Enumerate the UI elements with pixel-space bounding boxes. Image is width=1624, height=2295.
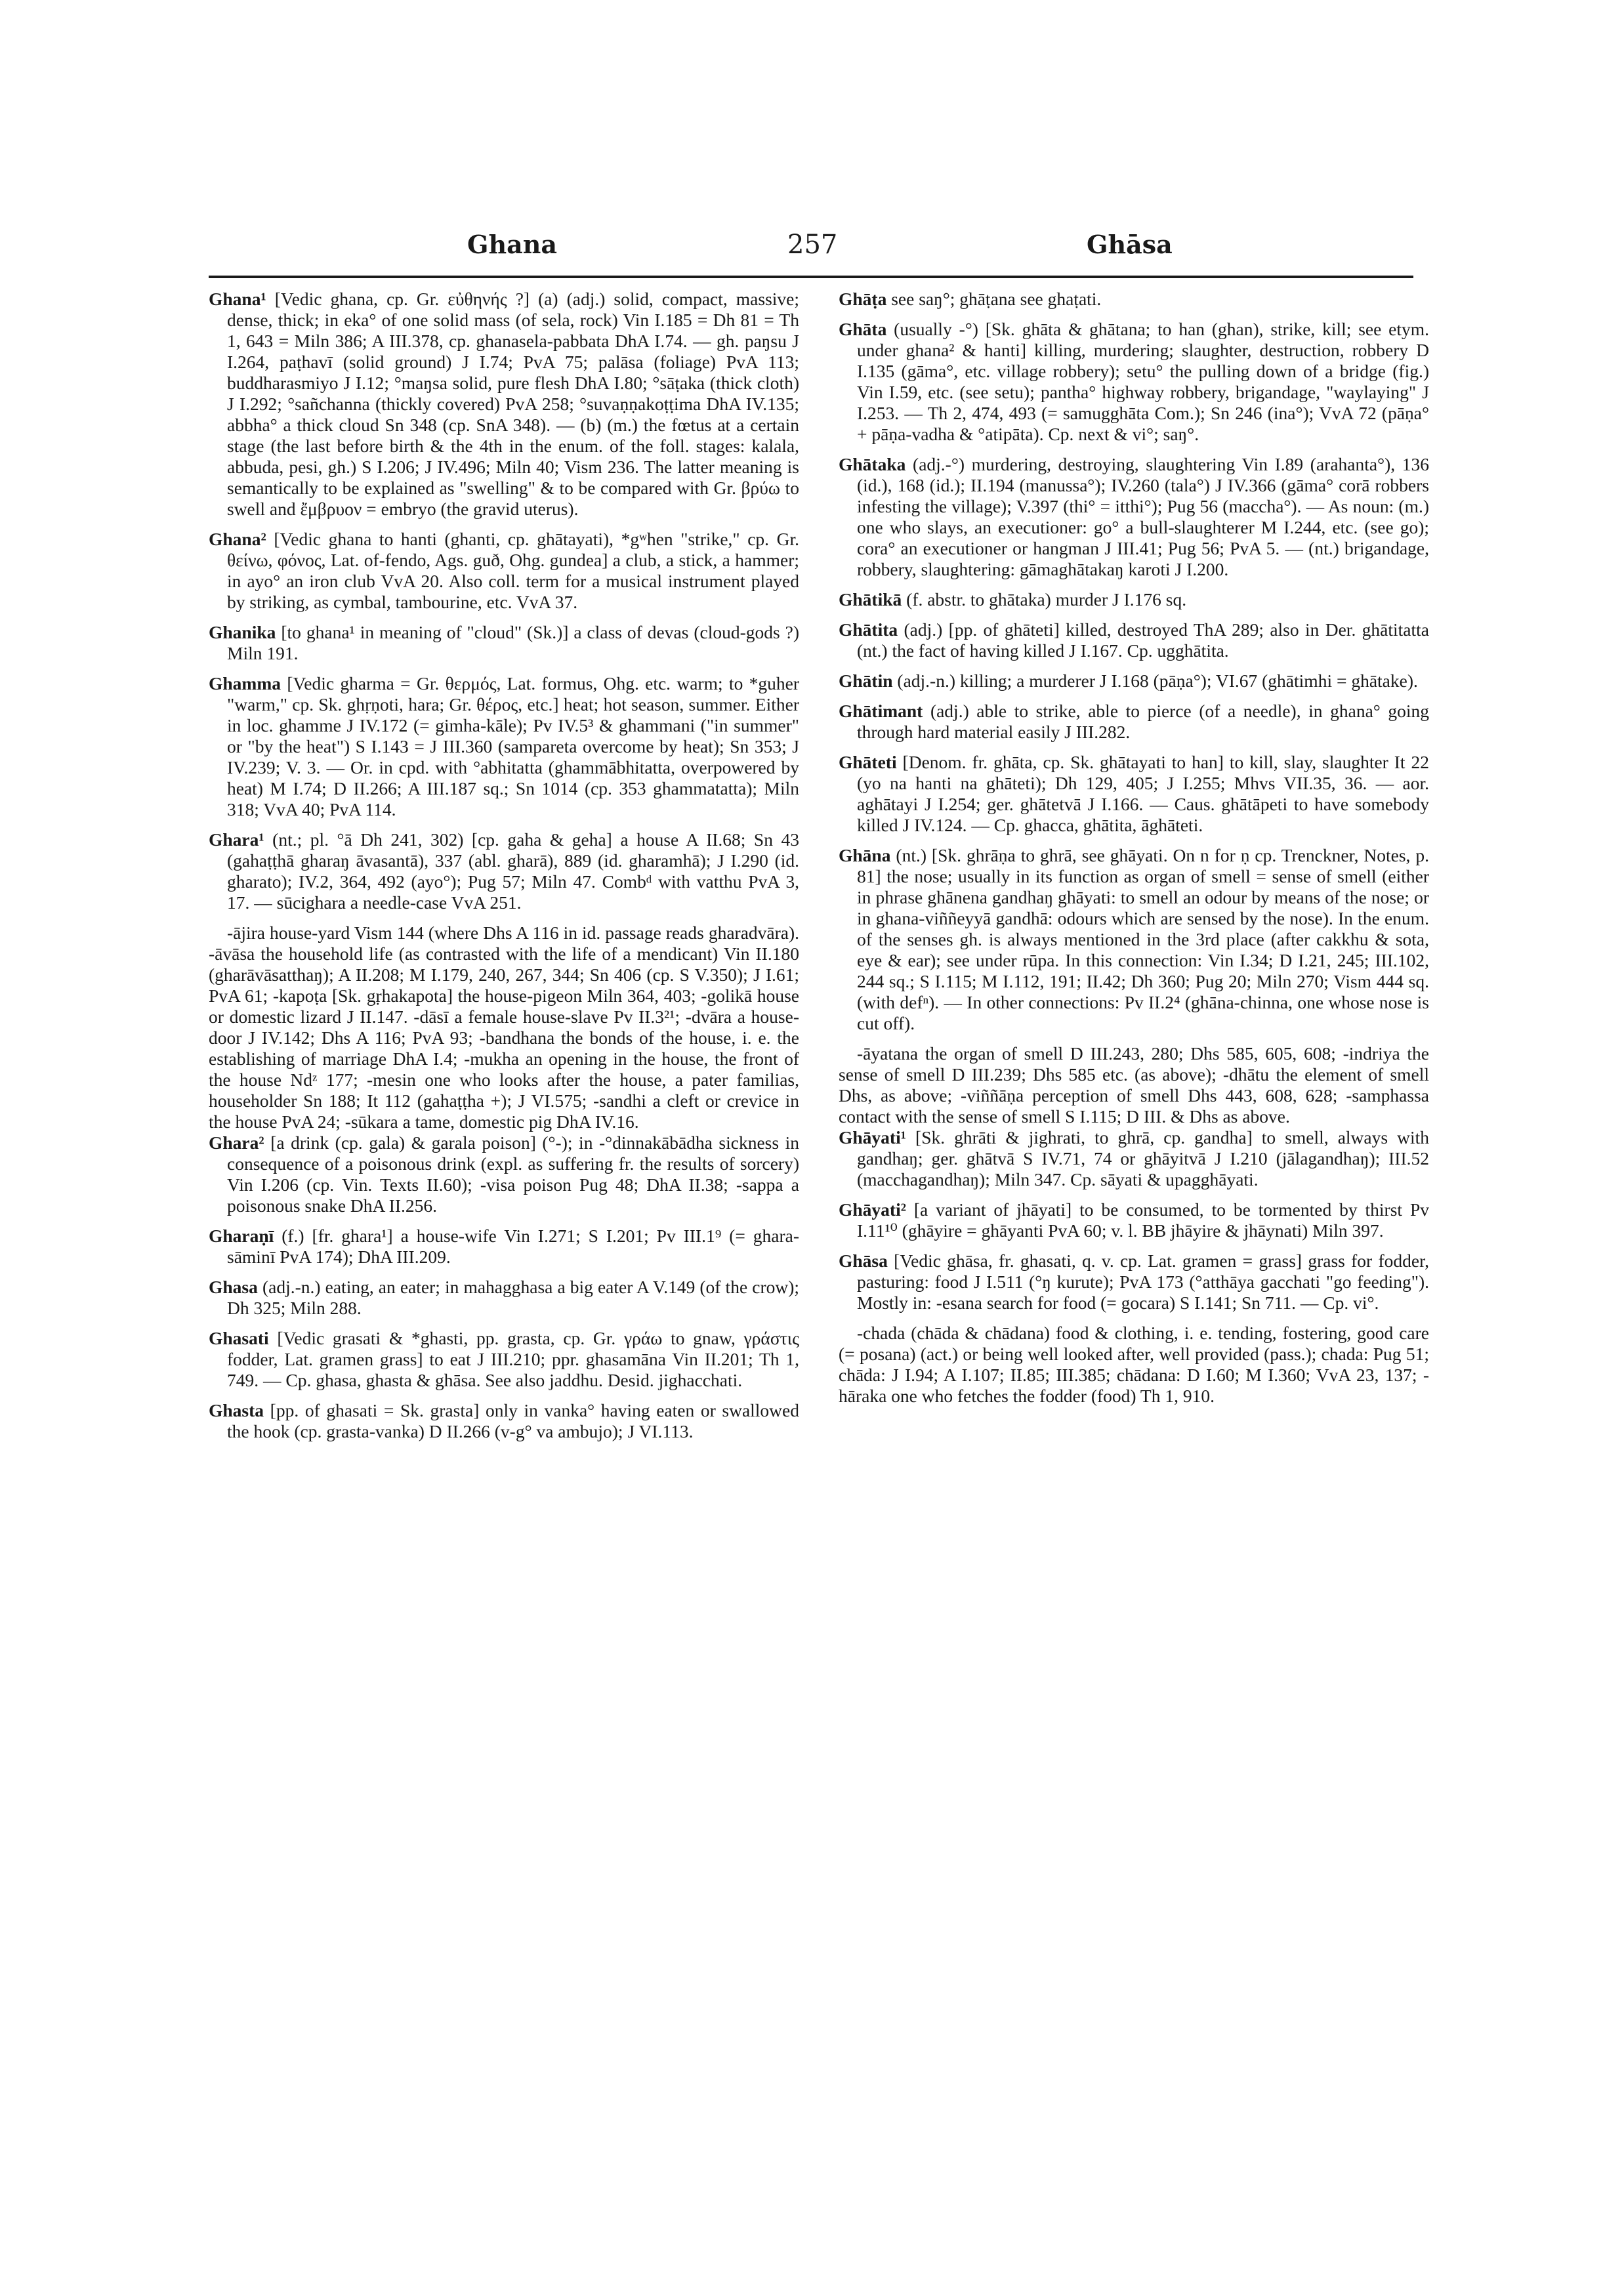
dictionary-entry bbox=[209, 673, 799, 820]
entry-headword: Ghara¹ bbox=[209, 829, 264, 850]
entry-definition: [a drink (cp. gala) & garala poison] (°-); in -°dinnakābādha sickness in consequence of a poisonous drink (expl. as suffering fr. the results of sorcery) Vin I.206 (cp. Vin. Texts II.60); -visa poison Pug 48; DhA II.38; -sappa a poisonous snake DhA II.256. bbox=[227, 1132, 799, 1216]
dictionary-entry bbox=[209, 1277, 799, 1319]
entry-headword: Ghātimant bbox=[839, 701, 923, 721]
entry-headword: Ghātikā bbox=[839, 589, 902, 610]
entry-definition: [Vedic ghāsa, fr. ghasati, q. v. cp. Lat. gramen = grass] grass for fodder, pasturing: food J I.511 (°ŋ kurute); PvA 173 (°atthāya gacchati "go feeding"). Mostly in: -esana search for food (= gocara) S I.141; Sn 711. — Cp. vi°. bbox=[857, 1251, 1430, 1313]
entry-headword: Ghasa bbox=[209, 1277, 258, 1297]
entry-compounds: -āyatana the organ of smell D III.243, 280; Dhs 585, 605, 608; -indriya the sense of smell D III.239; Dhs 585 etc. (as above); -dhātu the element of smell Dhs, as above; -viññāṇa perception of smell Dhs 443, 608, 628; -samphassa contact with the sense of smell S I.115; D III. & Dhs as above. bbox=[839, 1043, 1429, 1127]
entry-headword: Ghāyati² bbox=[839, 1199, 906, 1220]
entry-definition: [Vedic ghana, cp. Gr. εὐθηνής ?] (a) (adj.) solid, compact, massive; dense, thick; in eka° of one solid mass (of sela, rock) Vin I.185 = Dh 81 = Th 1, 643 = Miln 386; A III.378, cp. ghanasela-pabbata DhA I.74. — gh. paŋsu J I.264, paṭhavī (solid ground) J I.74; PvA 75; palāsa (foliage) PvA 113; buddharasmiyo J I.12; °maŋsa solid, pure flesh DhA I.80; °sāṭaka (thick cloth) J I.292; °sañchanna (thickly covered) PvA 258; °suvaṇṇakoṭṭima DhA IV.135; abbha° a thick cloud Sn 348 (cp. SnA 348). — (b) (m.) the fœtus at a certain stage (the last before birth & the 4th in the enum. of the foll. stages: kalala, abbuda, pesi, gh.) S I.206; J IV.496; Miln 40; Vism 236. The latter meaning is semantically to be explained as "swelling" & to be compared with Gr. βρύω to swell and ἔμβρυον = embryo (the gravid uterus). bbox=[227, 289, 800, 519]
dictionary-entry bbox=[839, 289, 1429, 310]
dictionary-entry bbox=[839, 1127, 1429, 1190]
entry-definition: [to ghana¹ in meaning of "cloud" (Sk.)] a class of devas (cloud-gods ?) Miln 191. bbox=[227, 622, 800, 663]
page-number: 257 bbox=[787, 230, 838, 260]
entry-headword: Ghātaka bbox=[839, 454, 906, 474]
dictionary-entry bbox=[209, 1328, 799, 1391]
dictionary-entry bbox=[839, 454, 1429, 580]
entry-definition: see saŋ°; ghāṭana see ghaṭati. bbox=[891, 289, 1102, 309]
entry-definition: [Vedic ghana to hanti (ghanti, cp. ghātayati), *gʷhen "strike," cp. Gr. θείνω, φόνος, Lat. of-fendo, Ags. guð, Ohg. gundea] a club, a stick, a hammer; in ayo° an iron club VvA 20. Also coll. term for a musical instrument played by striking, as cymbal, tambourine, etc. VvA 37. bbox=[227, 529, 800, 612]
entry-definition: (nt.) [Sk. ghrāṇa to ghrā, see ghāyati. On n for ṇ cp. Trenckner, Notes, p. 81] the nose; usually in its function as organ of smell = sense of smell (either in phrase ghānena gandhaŋ ghāyati: to smell an odour by means of the nose; or in ghana-viññeyyā gandhā: odours which are sensed by the nose). In the enum. of the senses gh. is always mentioned in the 3rd place (after cakkhu & sota, eye & ear); see under rūpa. In this connection: Vin I.34; D I.21, 245; III.102, 244 sq.; S I.115; M I.112, 191; II.42; Dh 360; Pug 20; Miln 270; Vism 444 sq. (with defⁿ). — In other connections: Pv II.2⁴ (ghāna-chinna, one whose nose is cut off). bbox=[857, 845, 1429, 1033]
entry-definition: [pp. of ghasati = Sk. grasta] only in vanka° having eaten or swallowed the hook (cp. grasta-vanka) D II.266 (v-g° va ambujo); J VI.113. bbox=[227, 1400, 799, 1441]
entry-headword: Ghātin bbox=[839, 671, 893, 691]
entry-headword: Ghasta bbox=[209, 1400, 264, 1420]
entry-definition: (adj.-n.) killing; a murderer J I.168 (pāṇa°); VI.67 (ghātimhi = ghātake). bbox=[897, 671, 1418, 691]
entry-definition: [Vedic grasati & *ghasti, pp. grasta, cp. Gr. γράω to gnaw, γράστις fodder, Lat. gramen grass] to eat J III.210; ppr. ghasamāna Vin II.201; Th 1, 749. — Cp. ghasa, ghasta & ghāsa. See also jaddhu. Desid. jighacchati. bbox=[227, 1328, 799, 1390]
entry-definition: (adj.-°) murdering, destroying, slaughtering Vin I.89 (arahanta°), 136 (id.), 168 (id.); II.194 (manussa°); IV.260 (tala°) J IV.366 (gāma° corā robbers infesting the village); V.397 (thi° = itthi°); Pug 56 (maccha°). — As noun: (m.) one who slays, an executioner: go° a bull-slaughterer M I.244, etc. (see go); cora° an executioner or hangman J III.41; Pug 56; PvA 5. — (nt.) brigandage, robbery, slaughtering: gāmaghātakaŋ karoti J I.200. bbox=[857, 454, 1429, 579]
running-head-left: Ghana bbox=[467, 230, 557, 259]
dictionary-entry bbox=[839, 319, 1429, 445]
entry-definition: (adj.-n.) eating, an eater; in mahagghasa a big eater A V.149 (of the crow); Dh 325; Miln 288. bbox=[227, 1277, 800, 1318]
entry-headword: Ghana² bbox=[209, 529, 266, 549]
dictionary-entry bbox=[839, 752, 1429, 836]
entry-headword: Ghātita bbox=[839, 619, 898, 640]
entry-definition: (nt.; pl. °ā Dh 241, 302) [cp. gaha & geha] a house A II.68; Sn 43 (gahaṭṭhā gharaŋ āvasantā), 337 (abl. gharā), 889 (id. gharamhā); J I.290 (id. gharato); IV.2, 364, 492 (ayo°); Pug 57; Miln 47. Combᵈ with vatthu PvA 3, 17. — sūcighara a needle-case VvA 251. bbox=[227, 829, 799, 913]
entry-headword: Ghāṭa bbox=[839, 289, 887, 309]
entry-definition: (adj.) able to strike, able to pierce (of a needle), in ghana° going through hard material easily J III.282. bbox=[857, 701, 1430, 742]
entry-headword: Ghāyati¹ bbox=[839, 1127, 906, 1148]
right-column bbox=[839, 289, 1429, 1407]
entry-definition: [Denom. fr. ghāta, cp. Sk. ghātayati to han] to kill, slay, slaughter It 22 (yo na hanti na ghāteti); Dh 129, 405; J I.255; Mhvs VII.35, 36. — aor. aghātayi J I.254; ger. ghātetvā J I.166. — Caus. ghātāpeti to have somebody killed J IV.124. — Cp. ghacca, ghātita, āghāteti. bbox=[857, 752, 1429, 835]
entry-definition: [a variant of jhāyati] to be consumed, to be tormented by thirst Pv I.11¹⁰ (ghāyire = ghāyanti PvA 60; v. l. BB jhāyire & jhāynati) Miln 397. bbox=[857, 1199, 1429, 1241]
dictionary-entry bbox=[209, 1400, 799, 1442]
entry-headword: Ghana¹ bbox=[209, 289, 266, 309]
entry-headword: Ghāteti bbox=[839, 752, 897, 772]
dictionary-entry bbox=[839, 671, 1429, 692]
dictionary-entry bbox=[209, 1132, 799, 1216]
running-head-right: Ghāsa bbox=[1087, 230, 1173, 259]
dictionary-entry bbox=[839, 1251, 1429, 1313]
entry-definition: (f.) [fr. ghara¹] a house-wife Vin I.271; S I.201; Pv III.1⁹ (= ghara-sāminī PvA 174); DhA III.209. bbox=[227, 1226, 799, 1267]
entry-definition: (adj.) [pp. of ghāteti] killed, destroyed ThA 289; also in Der. ghātitatta (nt.) the fact of having killed J I.167. Cp. ugghātita. bbox=[857, 619, 1430, 661]
dictionary-entry bbox=[839, 701, 1429, 743]
entry-compounds: -chada (chāda & chādana) food & clothing, i. e. tending, fostering, good care (= posana) (act.) or being well looked after, well provided (pass.); chada: Pug 51; chāda: J I.94; A I.107; II.85; III.385; chādana: D I.60; M I.360; VvA 23, 137; -hāraka one who fetches the fodder (food) Th 1, 910. bbox=[839, 1323, 1429, 1406]
entry-headword: Ghāna bbox=[839, 845, 891, 865]
entry-headword: Ghāta bbox=[839, 319, 887, 339]
dictionary-entry bbox=[209, 622, 799, 664]
entry-headword: Ghāsa bbox=[839, 1251, 888, 1271]
dictionary-entry bbox=[209, 289, 799, 520]
entry-definition: [Sk. ghrāti & jighrati, to ghrā, cp. gandha] to smell, always with gandhaŋ; ger. ghātvā S IV.71, 74 or ghāyitvā J I.210 (jālagandhaŋ); III.52 (macchagandhaŋ); Miln 347. Cp. sāyati & upagghāyati. bbox=[857, 1127, 1429, 1189]
dictionary-entry bbox=[839, 845, 1429, 1034]
entry-headword: Ghasati bbox=[209, 1328, 269, 1348]
entry-headword: Ghanika bbox=[209, 622, 276, 642]
entry-compounds: -ājira house-yard Vism 144 (where Dhs A 116 in id. passage reads gharadvāra). -āvāsa the household life (as contrasted with the life of a mendicant) Vin II.180 (gharāvāsatthaŋ); A II.208; M I.179, 240, 267, 344; Sn 406 (cp. S V.350); J I.61; PvA 61; -kapoṭa [Sk. gṛhakapota] the house-pigeon Miln 364, 403; -golikā house or domestic lizard J II.147. -dāsī a female house-slave Pv II.3²¹; -dvāra a house-door J IV.142; Dhs A 116; PvA 93; -bandhana the bonds of the house, i. e. the establishing of marriage DhA I.4; -mukha an opening in the house, the front of the house Ndᶻ 177; -mesin one who looks after the house, a pater familias, householder Sn 188; It 112 (gahaṭṭha +); J VI.575; -sandhi a cleft or crevice in the house PvA 24; -sūkara a tame, domestic pig DhA IV.16. bbox=[209, 922, 799, 1132]
dictionary-entry bbox=[839, 619, 1429, 661]
dictionary-entry bbox=[839, 1199, 1429, 1241]
entry-definition: (usually -°) [Sk. ghāta & ghātana; to han (ghan), strike, kill; see etym. under ghana² & hanti] killing, murdering; slaughter, destruction, robbery D I.135 (gāma°, etc. village robbery); setu° the pulling down of a bridge (fig.) Vin I.59, etc. (see setu); pantha° highway robbery, brigandage, "waylaying" J I.253. — Th 2, 474, 493 (= samugghāta Com.); Sn 246 (ina°); VvA 72 (pāṇa° + pāṇa-vadha & °atipāta). Cp. next & vi°; saŋ°. bbox=[857, 319, 1430, 444]
entry-definition: (f. abstr. to ghātaka) murder J I.176 sq. bbox=[906, 589, 1187, 610]
left-column bbox=[209, 289, 799, 1451]
entry-headword: Ghara² bbox=[209, 1132, 264, 1153]
dictionary-entry bbox=[209, 1226, 799, 1268]
entry-definition: [Vedic gharma = Gr. θερμός, Lat. formus, Ohg. etc. warm; to *guher "warm," cp. Sk. ghṛṇoti, hara; Gr. θέρος, etc.] heat; hot season, summer. Either in loc. ghamme J IV.172 (= gimha-kāle); Pv IV.5³ & ghammani ("in summer" or "by the heat") S I.143 = J III.360 (sampareta overcome by heat); Sn 353; J IV.239; V. 3. — Or. in cpd. with °abhitatta (ghammābhitatta, overpowered by heat) M I.74; D II.266; A III.187 sq.; Sn 1014 (cp. 353 ghammatatta); Miln 318; VvA 40; PvA 114. bbox=[227, 673, 799, 819]
entry-headword: Gharaṇī bbox=[209, 1226, 274, 1246]
dictionary-entry bbox=[839, 589, 1429, 610]
dictionary-entry bbox=[209, 829, 799, 913]
dictionary-entry bbox=[209, 529, 799, 613]
entry-headword: Ghamma bbox=[209, 673, 281, 693]
header-rule bbox=[209, 276, 1413, 278]
